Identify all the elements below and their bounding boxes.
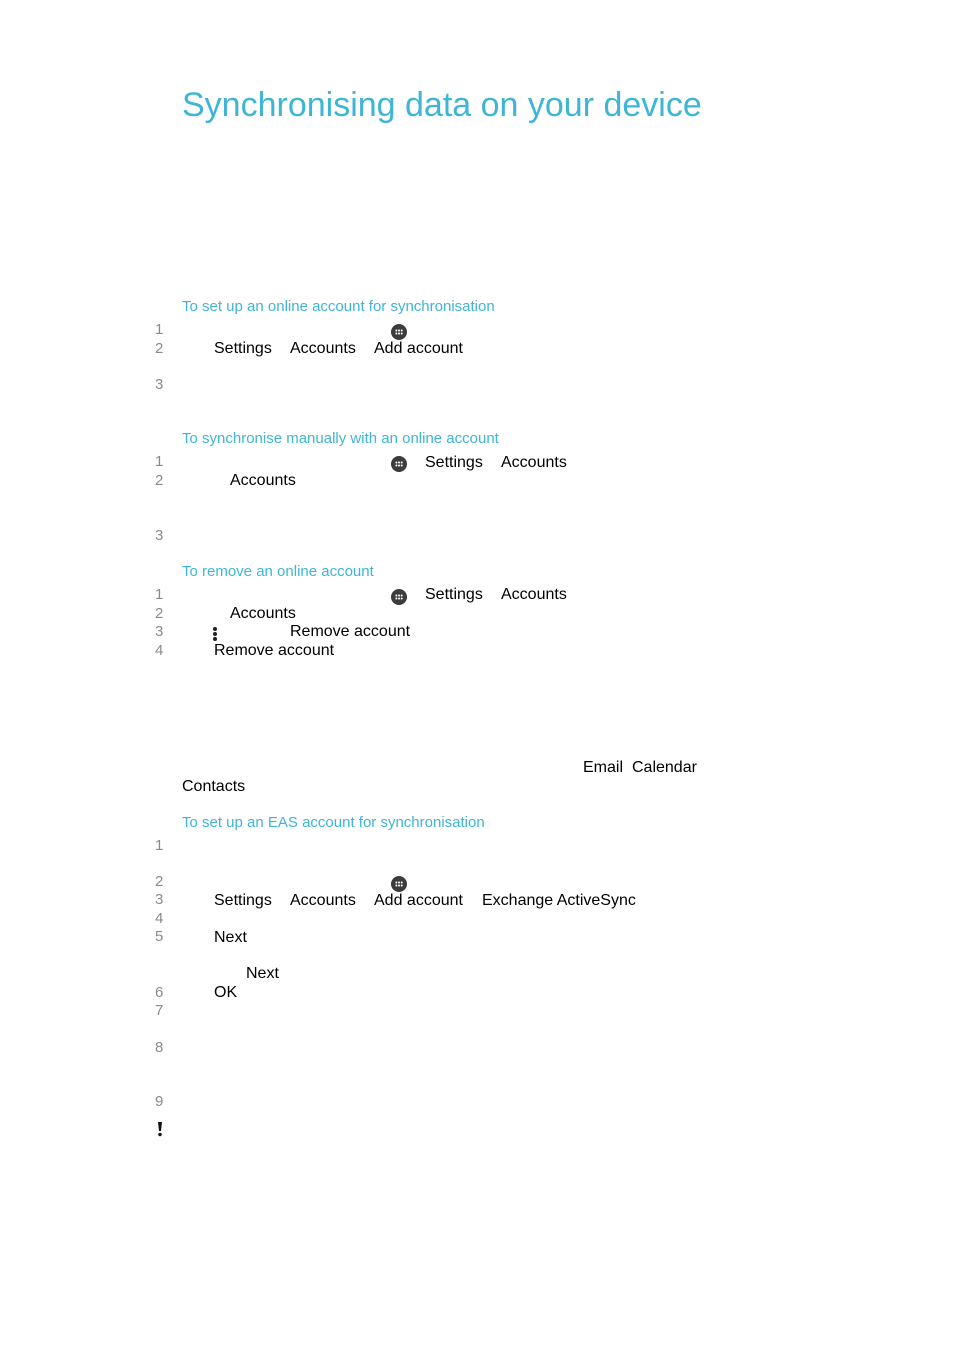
step-number: 3	[155, 623, 164, 640]
step-number: 2	[155, 605, 164, 622]
app-screen-icon	[391, 456, 407, 472]
step-number: 1	[155, 586, 164, 603]
step-number: 3	[155, 527, 164, 544]
term-settings: Settings	[214, 340, 272, 357]
term-settings: Settings	[425, 586, 483, 603]
step-number: 2	[155, 472, 164, 489]
section-heading-setup-eas-account: To set up an EAS account for synchronisation	[182, 814, 485, 831]
term-accounts: Accounts	[230, 472, 296, 489]
term-accounts: Accounts	[501, 454, 567, 471]
important-icon	[156, 1121, 164, 1137]
term-accounts: Accounts	[501, 586, 567, 603]
app-screen-icon	[391, 876, 407, 892]
step-number: 2	[155, 340, 164, 357]
term-next: Next	[214, 929, 247, 946]
term-accounts: Accounts	[290, 340, 356, 357]
step-number: 4	[155, 910, 164, 927]
term-remove-account: Remove account	[290, 623, 411, 640]
term-add-account: Add account	[374, 892, 463, 909]
term-ok: OK	[214, 984, 238, 1001]
term-accounts: Accounts	[230, 605, 296, 622]
step-number: 1	[155, 321, 164, 338]
step-number: 4	[155, 642, 164, 659]
app-screen-icon	[391, 324, 407, 340]
term-next: Next	[246, 965, 279, 982]
term-email: Email	[583, 759, 624, 776]
term-calendar: Calendar	[632, 759, 697, 776]
step-number: 8	[155, 1039, 164, 1056]
section-heading-remove-account: To remove an online account	[182, 563, 374, 580]
term-accounts: Accounts	[290, 892, 356, 909]
term-settings: Settings	[425, 454, 483, 471]
step-number: 3	[155, 891, 164, 908]
step-number: 6	[155, 984, 164, 1001]
term-exchange-activesync: Exchange ActiveSync	[482, 892, 636, 909]
step-number: 1	[155, 453, 164, 470]
step-number: 2	[155, 873, 164, 890]
term-remove-account: Remove account	[214, 642, 335, 659]
step-number: 3	[155, 376, 164, 393]
term-add-account: Add account	[374, 340, 463, 357]
app-screen-icon	[391, 589, 407, 605]
term-contacts: Contacts	[182, 778, 246, 795]
step-number: 1	[155, 837, 164, 854]
section-heading-sync-manually: To synchronise manually with an online account	[182, 430, 499, 447]
term-settings: Settings	[214, 892, 272, 909]
step-number: 5	[155, 928, 164, 945]
section-heading-setup-online-account: To set up an online account for synchronisation	[182, 298, 495, 315]
step-number: 9	[155, 1093, 164, 1110]
page-title: Synchronising data on your device	[182, 86, 702, 124]
step-number: 7	[155, 1002, 164, 1019]
more-options-icon	[213, 627, 217, 641]
